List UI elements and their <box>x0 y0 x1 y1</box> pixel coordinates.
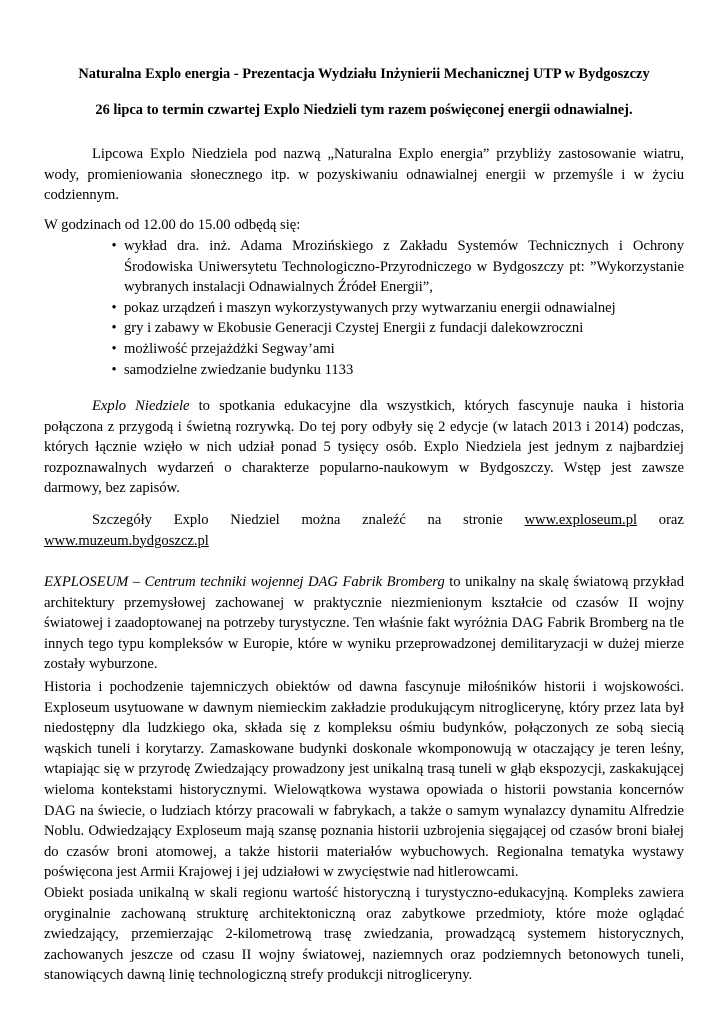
explo-text: to spotkania edukacyjne dla wszystkich, których fascynuje nauka i historia połączona z przygodą i świetną rozrywką. Do tej pory odbyły się 2 edycje (w latach 2013 i 2014) podczas, których łącznie wzięło w nich udział ponad 5 tysięcy osób. Explo Niedziela jest jednym z najbardziej rozpoznawalnych wydarzeń o charakterze popularno-naukowym w Bydgoszczy. Wstęp jest zawsze darmowy, bez zapisów. <box>44 398 685 497</box>
schedule-lead: W godzinach od 12.00 do 15.00 odbędą się: <box>44 217 301 233</box>
bullet-icon: • <box>111 238 117 254</box>
document-subtitle: 26 lipca to termin czwartej Explo Niedzieli tym razem poświęconej energii odnawialnej. <box>95 102 633 118</box>
list-item <box>44 318 684 339</box>
explo-name: Explo Niedziele <box>92 398 190 414</box>
exploseum-name: EXPLOSEUM – Centrum techniki wojennej DAG Fabrik Bromberg <box>44 574 445 590</box>
event-list <box>44 236 684 380</box>
list-item-text: możliwość przejażdżki Segway’ami <box>124 340 335 357</box>
list-item <box>44 298 684 319</box>
details-word: można <box>301 512 341 528</box>
exploseum-paragraph <box>44 572 684 675</box>
list-item-text: gry i zabawy w Ekobusie Generacji Czystej Energii z fundacji dalekowzroczni <box>124 320 584 337</box>
bullet-icon: • <box>111 299 117 316</box>
details-word: znaleźć <box>362 512 406 528</box>
details-word: na <box>427 512 442 528</box>
bullet-icon: • <box>111 320 117 337</box>
document-title: Naturalna Explo energia - Prezentacja Wydziału Inżynierii Mechanicznej UTP w Bydgoszczy <box>78 66 650 82</box>
object-paragraph: Obiekt posiada unikalną w skali regionu wartość historyczną i turystyczno-edukacyjną. Kompleks zawiera oryginalnie zachowaną strukturę architektoniczną oraz zabytkowe przedmioty, które może oglądać zwiedzający, przemierzając 2-kilometrową trasę zwiedzania, prowadzącą systemem historycznych, zachowanych jeszcze od czasu II wojny światowej, naziemnych oraz podziemnych betonowych tuneli, stanowiących dawną linię technologiczną strefy produkcji nitrogliceryny. <box>44 885 684 984</box>
details-line-2 <box>44 531 684 552</box>
muzeum-link[interactable]: www.muzeum.bydgoszcz.pl <box>44 532 209 549</box>
details-line <box>44 510 684 531</box>
list-item <box>44 236 684 298</box>
details-conj: oraz <box>658 512 684 528</box>
bullet-icon: • <box>111 340 117 357</box>
list-item-text: wykład dra. inż. Adama Mrozińskiego z Zakładu Systemów Technicznych i Ochrony Środowiska Uniwersytetu Technologiczno-Przyrodniczego w Bydgoszczy pt: ”Wykorzystanie wybranych instalacji Odnawialnych Źródeł Energii”, <box>124 238 684 296</box>
details-word: Szczegóły <box>92 512 152 528</box>
details-paragraph <box>44 510 684 551</box>
bullet-icon: • <box>111 361 117 378</box>
explo-paragraph <box>44 396 684 499</box>
list-item-text: samodzielne zwiedzanie budynku 1133 <box>124 361 354 378</box>
list-item <box>44 339 684 360</box>
list-item-text: pokaz urządzeń i maszyn wykorzystywanych przy wytwarzaniu energii odnawialnej <box>124 299 616 316</box>
list-item <box>44 360 684 381</box>
details-word: Niedziel <box>230 512 280 528</box>
history-paragraph: Historia i pochodzenie tajemniczych obiektów od dawna fascynuje miłośników historii i wojskowości. Exploseum usytuowane w dawnym niemieckim zakładzie produkującym nitroglicerynę, który przez lata był niedostępny dla ludzkiego oka, składa się z kompleksu ośmiu budynków, połączonych ze sobą siecią wąskich tuneli i korytarzy. Zamaskowane budynki doskonale wkomponowują w otaczający je teren leśny, wtapiając się w przyrodę Zwiedzający prowadzony jest unikalną trasą tuneli w głąb ekspozycji, zaskakującej wieloma kontekstami historycznymi. Wielowątkowa wystawa opowiada o historii powstania koncernów DAG na świecie, o ludziach którzy pracowali w fabrykach, a także o samym wynalazcy dynamitu Alfredzie Noblu. Odwiedzający Exploseum mają szansę poznania historii uzbrojenia sięgającej od czasów broni białej do czasów broni atomowej, a także historii materiałów wybuchowych. Regionalna tematyka wystawy poświęcona jest Armii Krajowej i jej udziałowi w zwycięstwie nad hitlerowcami. <box>44 679 684 881</box>
details-word: stronie <box>463 512 503 528</box>
exploseum-link[interactable]: www.exploseum.pl <box>524 512 638 528</box>
intro-paragraph: Lipcowa Explo Niedziela pod nazwą „Naturalna Explo energia” przybliży zastosowanie wiatru, wody, promieniowania słonecznego itp. w pozyskiwaniu odnawialnej energii w przemyśle i w życiu codziennym. <box>44 146 684 204</box>
exploseum-text: to unikalny na skalę światową przykład architektury przemysłowej zachowanej w praktycznie niezmienionym kształcie od czasów II wojny światowej i zaadoptowanej na potrzeby turystyczne. Ten właśnie fakt wyróżnia DAG Fabrik Bromberg na tle innych tego typu kompleksów w Europie, które w wyniku przeprowadzonej demilitaryzacji w dużej mierze zostały wyburzone. <box>44 574 684 673</box>
details-word: Explo <box>173 512 209 528</box>
